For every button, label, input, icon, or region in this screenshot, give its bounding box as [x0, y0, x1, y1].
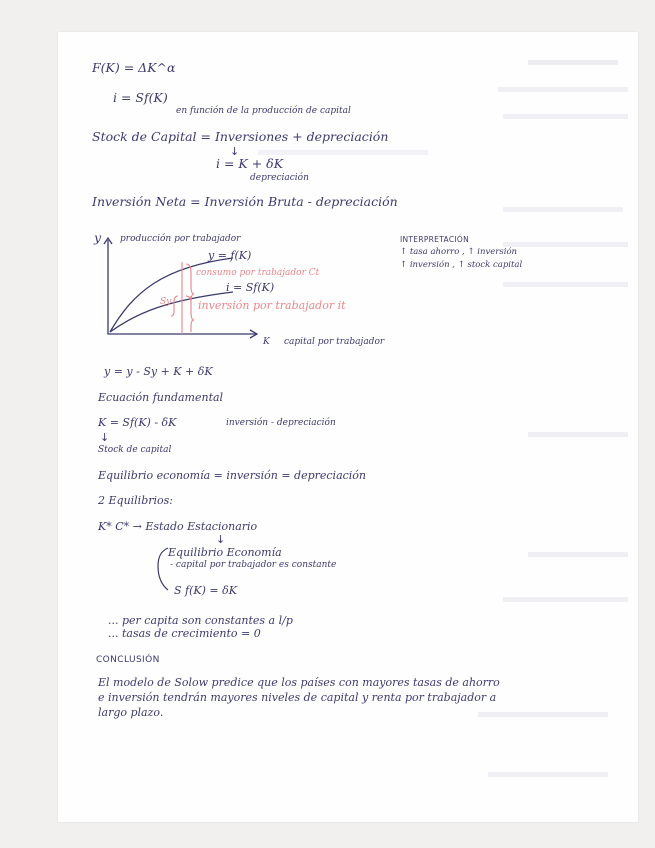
equilibrium-condition: S f(K) = δK [174, 584, 237, 597]
y-axis-title: producción por trabajador [120, 234, 241, 244]
interpretation-title: INTERPRETACIÓN [400, 235, 469, 244]
investment-brace [186, 296, 194, 332]
steady-state-line: K* C* → Estado Estacionario [98, 520, 258, 533]
x-axis-label: K [263, 337, 270, 347]
arrow-down-icon: ↓ [230, 145, 240, 158]
fundamental-title: Ecuación fundamental [98, 391, 224, 404]
output-equation: y = y - Sy + K + δK [104, 365, 213, 378]
depreciation-label: depreciación [250, 173, 309, 183]
growth-rates-note: ... tasas de crecimiento = 0 [108, 627, 261, 640]
capital-stock-equation: Stock de Capital = Inversiones + depreciación [92, 129, 389, 144]
investment-curve [110, 292, 233, 332]
arrow-down-icon: ↓ [100, 431, 110, 444]
consumption-label: consumo por trabajador Ct [196, 268, 320, 278]
economy-equilibrium-note: - capital por trabajador es constante [170, 560, 337, 570]
per-capita-note: ... per capita son constantes a l/p [108, 614, 293, 627]
production-function: F(K) = ΔK^α [92, 60, 176, 75]
output-curve-label: y = f(K) [208, 249, 252, 262]
capital-flow-equation: i = K + δK [216, 156, 284, 171]
conclusion-line-1: El modelo de Solow predice que los países con mayores tasas de ahorro [98, 676, 500, 689]
equilibrium-equation: Equilibrio economía = inversión = depreciación [98, 469, 367, 482]
notebook-page [58, 32, 638, 822]
investment-equation: i = Sf(K) [113, 90, 168, 105]
x-axis-title: capital por trabajador [284, 337, 385, 347]
savings-label: Sy [160, 297, 172, 307]
two-equilibria-heading: 2 Equilibrios: [98, 494, 173, 507]
arrow-down-icon: ↓ [216, 533, 226, 546]
y-axis-label: y [94, 230, 102, 245]
fundamental-note: inversión - depreciación [226, 418, 336, 428]
investment-curve-label: i = Sf(K) [226, 281, 275, 294]
investment-per-worker-label: inversión por trabajador it [198, 299, 346, 312]
conclusion-line-2: e inversión tendrán mayores niveles de capital y renta por trabajador a [98, 691, 497, 704]
net-investment-equation: Inversión Neta = Inversión Bruta - depreciación [92, 194, 398, 209]
interpretation-line-1: ↑ tasa ahorro , ↑ inversión [400, 247, 518, 257]
investment-note: en función de la producción de capital [176, 106, 351, 116]
economy-equilibrium: Equilibrio Economía [168, 546, 282, 559]
conclusion-title: CONCLUSIÓN [96, 655, 160, 665]
savings-brace [171, 296, 178, 316]
interpretation-line-2: ↑ inversión , ↑ stock capital [400, 260, 523, 270]
stock-capital-label: Stock de capital [98, 445, 172, 455]
conclusion-line-3: largo plazo. [98, 706, 164, 719]
fundamental-equation: K = Sf(K) - δK [98, 416, 177, 429]
